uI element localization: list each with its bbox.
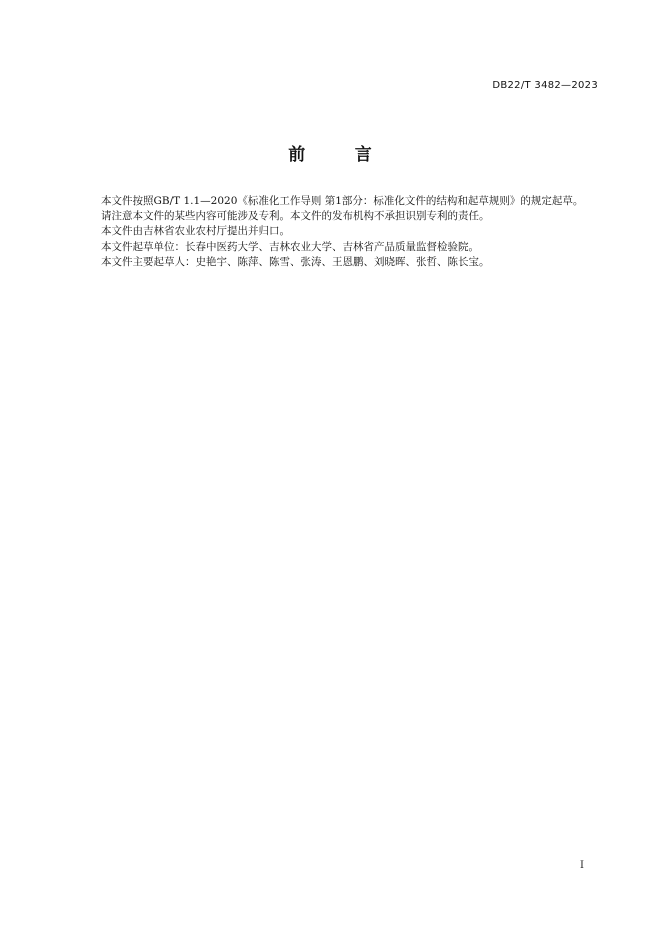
paragraph-drafting-units: 本文件起草单位：长春中医药大学、吉林农业大学、吉林省产品质量监督检验院。 [101, 240, 479, 253]
paragraph-drafters: 本文件主要起草人：史艳宇、陈萍、陈雪、张涛、王恩鹏、刘晓晖、张哲、陈长宝。 [101, 255, 490, 268]
document-code: DB22/T 3482—2023 [492, 80, 598, 91]
paragraph-drafting-basis: 本文件按照GB/T 1.1—2020《标准化工作导则 第1部分：标准化文件的结构和起草规则》的规定起草。 [101, 195, 584, 207]
page-title: 前 言 [288, 145, 374, 165]
paragraph-patent-notice: 请注意本文件的某些内容可能涉及专利。本文件的发布机构不承担识别专利的责任。 [101, 210, 490, 223]
paragraph-proposer: 本文件由吉林省农业农村厅提出并归口。 [101, 225, 290, 238]
foreword-body [80, 194, 606, 270]
page-number: I [580, 860, 584, 871]
